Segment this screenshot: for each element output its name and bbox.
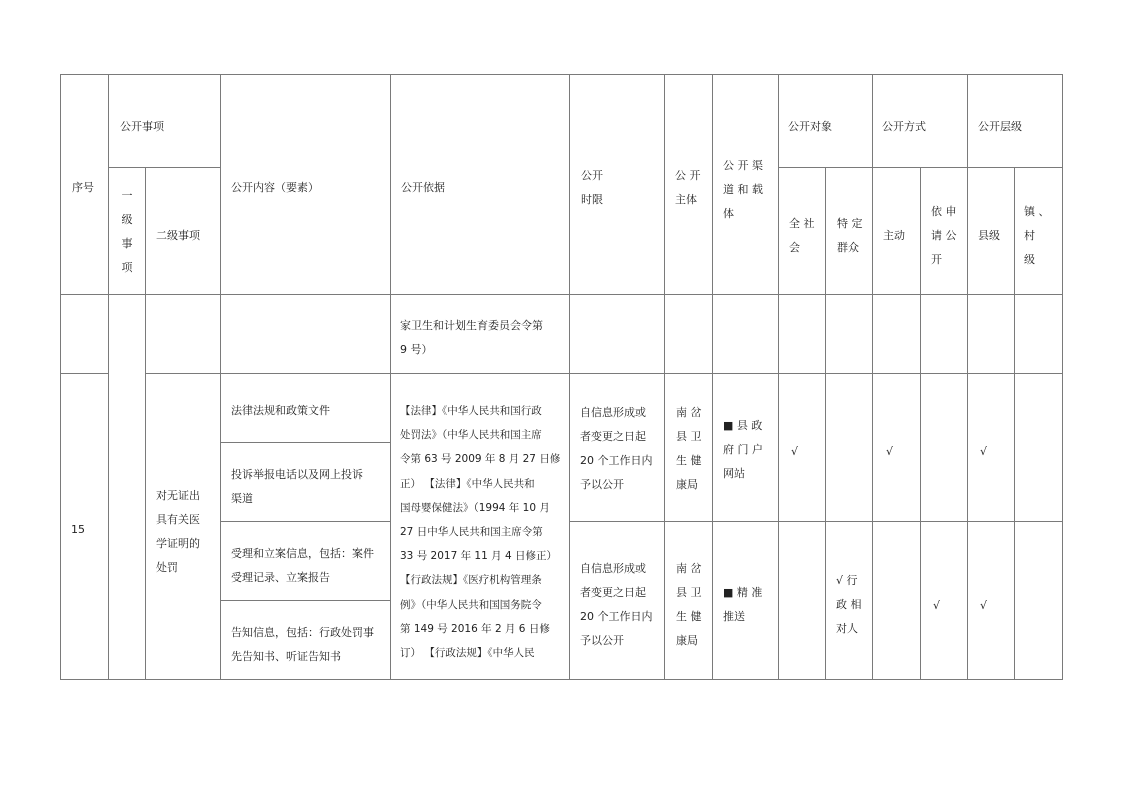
header-county: 县级: [978, 229, 1000, 242]
time-limit-line: 予以公开: [580, 634, 624, 647]
channel-line: 府 门 户: [723, 443, 763, 456]
header-specific-group-line: 群众: [837, 241, 859, 254]
header-time-limit-line: 时限: [581, 193, 603, 206]
item-basis-line: 【法律】《中华人民共和国行政: [400, 405, 542, 417]
content-item-line: 告知信息，包括：行政处罚事: [231, 626, 374, 639]
header-specific-group-line: 特 定: [837, 217, 863, 230]
item-basis-line: 27 日中华人民共和国主席令第: [400, 526, 543, 539]
header-level1-char: 级: [121, 213, 133, 226]
grid-line: [108, 167, 220, 168]
header-all-society: [789, 212, 815, 260]
time-limit-line: 20 个工作日内: [580, 610, 653, 623]
content-item-line: 法律法规和政策文件: [231, 404, 330, 417]
header-level1-char: 事: [121, 237, 133, 250]
item-basis-line: 第 149 号 2016 年 2 月 6 日修: [400, 622, 550, 635]
continued-basis: [400, 314, 543, 362]
subject-line: 南 岔: [676, 562, 702, 575]
check-mark: √: [791, 445, 799, 458]
specific-group-line: 对人: [836, 622, 858, 635]
time-limit-line: 20 个工作日内: [580, 454, 653, 467]
header-target: 公开对象: [788, 120, 832, 133]
grid-line: [920, 167, 921, 680]
item-level2: [156, 484, 200, 580]
header-level1: [109, 184, 145, 280]
content-item-line: 渠道: [231, 492, 253, 505]
grid-line: [872, 74, 873, 680]
continued-basis-line: 9 号）: [400, 343, 433, 356]
grid-line: [712, 74, 713, 680]
subject-line: 县 卫: [676, 430, 702, 443]
grid-line: [967, 74, 968, 680]
header-level1-char: 一: [121, 189, 133, 202]
grid-line: [664, 74, 665, 680]
specific-group-line: 政 相: [836, 598, 862, 611]
header-matters: 公开事项: [120, 120, 164, 133]
header-all-society-line: 会: [789, 241, 800, 254]
table-border-bottom: [60, 679, 1063, 680]
grid-line: [108, 74, 109, 680]
header-channel-line: 公 开 渠: [723, 159, 763, 172]
header-subject: [675, 164, 701, 212]
check-mark: √: [886, 445, 894, 458]
item-basis-line: 正） 【法律】《中华人民共和: [400, 477, 535, 490]
time-limit-line: 自信息形成或: [580, 406, 646, 419]
check-mark: √: [980, 599, 988, 612]
table-border-left: [60, 74, 61, 680]
continued-basis-line: 家卫生和计划生育委员会令第: [400, 319, 543, 332]
header-town-village-line: 级: [1024, 253, 1035, 266]
grid-line: [220, 442, 390, 443]
grid-line: [145, 167, 146, 294]
time-limit-line: 自信息形成或: [580, 562, 646, 575]
header-town-village-line: 镇 、: [1024, 205, 1050, 218]
item-level2-line: 具有关医: [156, 513, 200, 526]
item-basis-line: 【行政法规】《医疗机构管理条: [400, 574, 542, 587]
channel-line: ■ 县 政: [723, 419, 763, 432]
header-level: 公开层级: [978, 120, 1022, 133]
grid-line: [1014, 167, 1015, 680]
content-item: [231, 463, 363, 511]
header-town-village-line: 村: [1024, 229, 1035, 242]
item-level2-line: 学证明的: [156, 537, 200, 550]
item-basis-line: 国母婴保健法》（1994 年 10 月: [400, 501, 550, 514]
item-basis-line: 33 号 2017 年 11 月 4 日修正）: [400, 550, 557, 563]
channel-line: ■ 精 准: [723, 586, 763, 599]
item-basis-line: 订） 【行政法规】《中华人民: [400, 647, 535, 660]
header-time-limit-line: 公开: [581, 169, 603, 182]
header-subject-line: 主体: [675, 193, 697, 206]
content-item: [231, 399, 330, 423]
subject-line: 县 卫: [676, 586, 702, 599]
header-channel: [723, 154, 763, 226]
subject-line: 南 岔: [676, 406, 702, 419]
content-item-line: 投诉举报电话以及网上投诉: [231, 468, 363, 481]
table-border-right: [1062, 74, 1063, 680]
header-on-request-line: 依 申: [931, 205, 957, 218]
grid-line: [569, 74, 570, 680]
subject-line: 生 健: [676, 610, 702, 623]
content-item-line: 受理记录、立案报告: [231, 571, 330, 584]
grid-line: [60, 373, 109, 374]
content-item-line: 受理和立案信息，包括：案件: [231, 547, 374, 560]
item-basis-line: 处罚法》（中华人民共和国主席: [400, 429, 542, 442]
item-seq: 15: [71, 523, 85, 536]
time-limit-line: 予以公开: [580, 478, 624, 491]
grid-line: [145, 294, 146, 680]
item-basis-line: 例》（中华人民共和国国务院令: [400, 598, 542, 611]
channel-b: [723, 581, 762, 629]
channel-line: 网站: [723, 467, 745, 480]
header-on-request-line: 开: [931, 253, 942, 266]
grid-line: [220, 521, 390, 522]
content-item: [231, 542, 374, 590]
grid-line: [778, 74, 779, 680]
content-item-line: 先告知书、听证告知书: [231, 650, 341, 663]
header-time-limit: [581, 164, 603, 212]
subject-line: 康局: [676, 478, 698, 491]
subject-a: [676, 401, 702, 497]
grid-line: [220, 600, 390, 601]
time-limit-line: 者变更之日起: [580, 430, 646, 443]
subject-b: [676, 557, 702, 653]
grid-line: [60, 294, 1063, 295]
header-basis: 公开依据: [401, 181, 445, 194]
check-mark: √: [980, 445, 988, 458]
item-basis-line: 令第 63 号 2009 年 8 月 27 日修: [400, 453, 561, 466]
time-limit-b: [580, 557, 653, 653]
header-seq: 序号: [72, 181, 94, 194]
header-specific-group: [837, 212, 863, 260]
header-all-society-line: 全 社: [789, 217, 815, 230]
grid-line: [145, 373, 1063, 374]
check-mark: √: [933, 599, 941, 612]
header-level2: 二级事项: [156, 229, 200, 242]
time-limit-a: [580, 401, 653, 497]
header-subject-line: 公 开: [675, 169, 701, 182]
channel-a: [723, 414, 763, 486]
header-town-village: [1024, 200, 1050, 272]
header-channel-line: 体: [723, 207, 734, 220]
grid-line: [220, 74, 221, 680]
header-level1-char: 项: [121, 261, 133, 274]
subject-line: 生 健: [676, 454, 702, 467]
header-channel-line: 道 和 载: [723, 183, 763, 196]
header-content: 公开内容（要素）: [231, 181, 319, 194]
item-level2-line: 处罚: [156, 561, 178, 574]
header-on-request-line: 请 公: [931, 229, 957, 242]
channel-line: 推送: [723, 610, 745, 623]
specific-group-line: √ 行: [836, 574, 858, 587]
item-level2-line: 对无证出: [156, 489, 200, 502]
table-border-top: [60, 74, 1063, 75]
item-basis: [400, 399, 560, 665]
grid-line: [825, 167, 826, 680]
grid-line: [570, 521, 1063, 522]
subject-line: 康局: [676, 634, 698, 647]
header-active: 主动: [883, 229, 905, 242]
time-limit-line: 者变更之日起: [580, 586, 646, 599]
specific-group-b: [836, 569, 862, 641]
content-item: [231, 621, 374, 669]
header-method: 公开方式: [882, 120, 926, 133]
grid-line: [390, 74, 391, 680]
header-on-request: [931, 200, 957, 272]
